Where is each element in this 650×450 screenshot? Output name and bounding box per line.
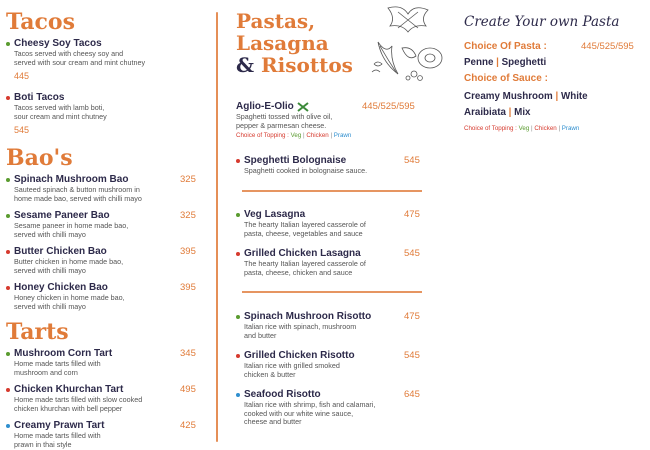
item-price: 445/525/595 xyxy=(362,101,415,112)
item-description: The hearty Italian layered casserole of pasta, cheese, vegetables and sauce xyxy=(244,220,366,238)
item-name: Spinach Mushroon Risotto xyxy=(244,311,372,322)
item-name: Butter Chicken Bao xyxy=(14,246,107,257)
item-description: Spaghetti cooked in bolognaise sauce. xyxy=(244,166,368,175)
item-name: Seafood Risotto xyxy=(244,389,321,400)
non-veg-dot-icon xyxy=(6,250,10,254)
non-veg-dot-icon xyxy=(6,286,10,290)
non-veg-dot-icon xyxy=(236,252,240,256)
column-divider xyxy=(216,12,218,442)
item-description: The hearty Italian layered casserole of pasta, cheese, chicken and sauce xyxy=(244,259,366,277)
item-name: Sesame Paneer Bao xyxy=(14,210,110,221)
menu-item-creamy-prawn-tart xyxy=(6,420,206,449)
item-price: 545 xyxy=(14,125,30,136)
veg-dot-icon xyxy=(6,178,10,182)
item-description: Sesame paneer in home made bao, served with chilli mayo xyxy=(14,221,129,239)
veg-dot-icon xyxy=(6,352,10,356)
item-price: 545 xyxy=(404,155,420,166)
item-name: Veg Lasagna xyxy=(244,209,306,220)
pasta-options: Penne | Speghetti xyxy=(464,57,547,68)
item-price: 545 xyxy=(404,350,420,361)
menu-item-butter-chicken-bao xyxy=(6,246,206,275)
item-name: Grilled Chicken Lasagna xyxy=(244,248,361,259)
item-name: Chicken Khurchan Tart xyxy=(14,384,124,395)
item-price: 425 xyxy=(180,420,196,431)
sauce-options-line2: Araibiata | Mix xyxy=(464,107,531,118)
pasta-illustration-icon xyxy=(368,2,448,84)
item-price: 395 xyxy=(180,246,196,257)
veg-dot-icon xyxy=(236,315,240,319)
non-veg-dot-icon xyxy=(236,159,240,163)
item-price: 345 xyxy=(180,348,196,359)
item-price: 325 xyxy=(180,174,196,185)
create-your-own-pasta-title: Create Your own Pasta xyxy=(464,14,620,30)
item-name: Creamy Prawn Tart xyxy=(14,420,105,431)
item-description: Tacos served with cheesy soy and served with sour cream and mint chutney xyxy=(14,49,146,67)
item-description: Home made tarts filled with prawn in thai style xyxy=(14,431,101,449)
non-veg-dot-icon xyxy=(6,96,10,100)
prawn-dot-icon xyxy=(236,393,240,397)
topping-options: Choice of Topping : Veg | Chicken | Prawn xyxy=(236,132,352,140)
non-veg-dot-icon xyxy=(236,354,240,358)
create-pasta-price: 445/525/595 xyxy=(581,41,634,52)
menu-item-sesame-paneer-bao xyxy=(6,210,206,239)
choice-of-pasta-label: Choice Of Pasta : xyxy=(464,41,547,52)
item-price: 475 xyxy=(404,209,420,220)
item-price: 395 xyxy=(180,282,196,293)
topping-options: Choice of Topping : Veg | Chicken | Prawn xyxy=(464,125,580,132)
item-description: Home made tarts filled with slow cooked chicken khurchan with bell pepper xyxy=(14,395,143,413)
item-description: Italian rice with shrimp, fish and calamari, cooked with our white wine sauce, cheese and butter xyxy=(244,400,376,427)
veg-dot-icon xyxy=(6,42,10,46)
item-description: Italian rice with grilled smoked chicken & butter xyxy=(244,361,340,379)
non-veg-dot-icon xyxy=(6,388,10,392)
menu-item-boti-tacos xyxy=(6,92,206,135)
veg-dot-icon xyxy=(236,213,240,217)
menu-item-chicken-khurchan-tart xyxy=(6,384,206,413)
baos-section-title: Bao's xyxy=(6,145,73,171)
item-price: 495 xyxy=(180,384,196,395)
item-name: Honey Chicken Bao xyxy=(14,282,108,293)
item-name: Grilled Chicken Risotto xyxy=(244,350,355,361)
item-price: 475 xyxy=(404,311,420,322)
chef-special-icon xyxy=(297,102,309,112)
sauce-options-line1: Creamy Mushroom | White xyxy=(464,91,588,102)
veg-dot-icon xyxy=(6,214,10,218)
item-name: Cheesy Soy Tacos xyxy=(14,38,102,49)
item-description: Spaghetti tossed with olive oil, pepper & parmesan cheese. xyxy=(236,112,333,130)
choice-of-sauce-label: Choice of Sauce : xyxy=(464,73,548,84)
item-name: Boti Tacos xyxy=(14,92,65,103)
item-description: Tacos served with lamb boti, sour cream and mint chutney xyxy=(14,103,107,121)
item-price: 645 xyxy=(404,389,420,400)
item-description: Italian rice with spinach, mushroom and butter xyxy=(244,322,357,340)
menu-item-spinach-mushroom-bao xyxy=(6,174,206,203)
tarts-section-title: Tarts xyxy=(6,319,69,345)
menu-item-mushroom-corn-tart xyxy=(6,348,206,377)
item-price: 445 xyxy=(14,71,30,82)
item-price: 545 xyxy=(404,248,420,259)
section-divider xyxy=(242,190,422,192)
item-description: Home made tarts filled with mushroom and corn xyxy=(14,359,101,377)
menu-item-honey-chicken-bao xyxy=(6,282,206,311)
item-name: Speghetti Bolognaise xyxy=(244,155,347,166)
menu-item-cheesy-soy-tacos xyxy=(6,38,206,81)
item-price: 325 xyxy=(180,210,196,221)
item-description: Butter chicken in home made bao, served with chilli mayo xyxy=(14,257,124,275)
section-divider xyxy=(242,291,422,293)
item-name: Aglio-E-Olio xyxy=(236,101,294,112)
item-name: Spinach Mushroom Bao xyxy=(14,174,129,185)
item-description: Honey chicken in home made bao, served with chilli mayo xyxy=(14,293,125,311)
prawn-dot-icon xyxy=(6,424,10,428)
item-description: Sauteed spinach & button mushroom in home made bao, served with chilli mayo xyxy=(14,185,142,203)
tacos-section-title: Tacos xyxy=(6,9,75,35)
item-name: Mushroom Corn Tart xyxy=(14,348,113,359)
pastas-section-title: Pastas, Lasagna & Risottos xyxy=(236,9,353,77)
